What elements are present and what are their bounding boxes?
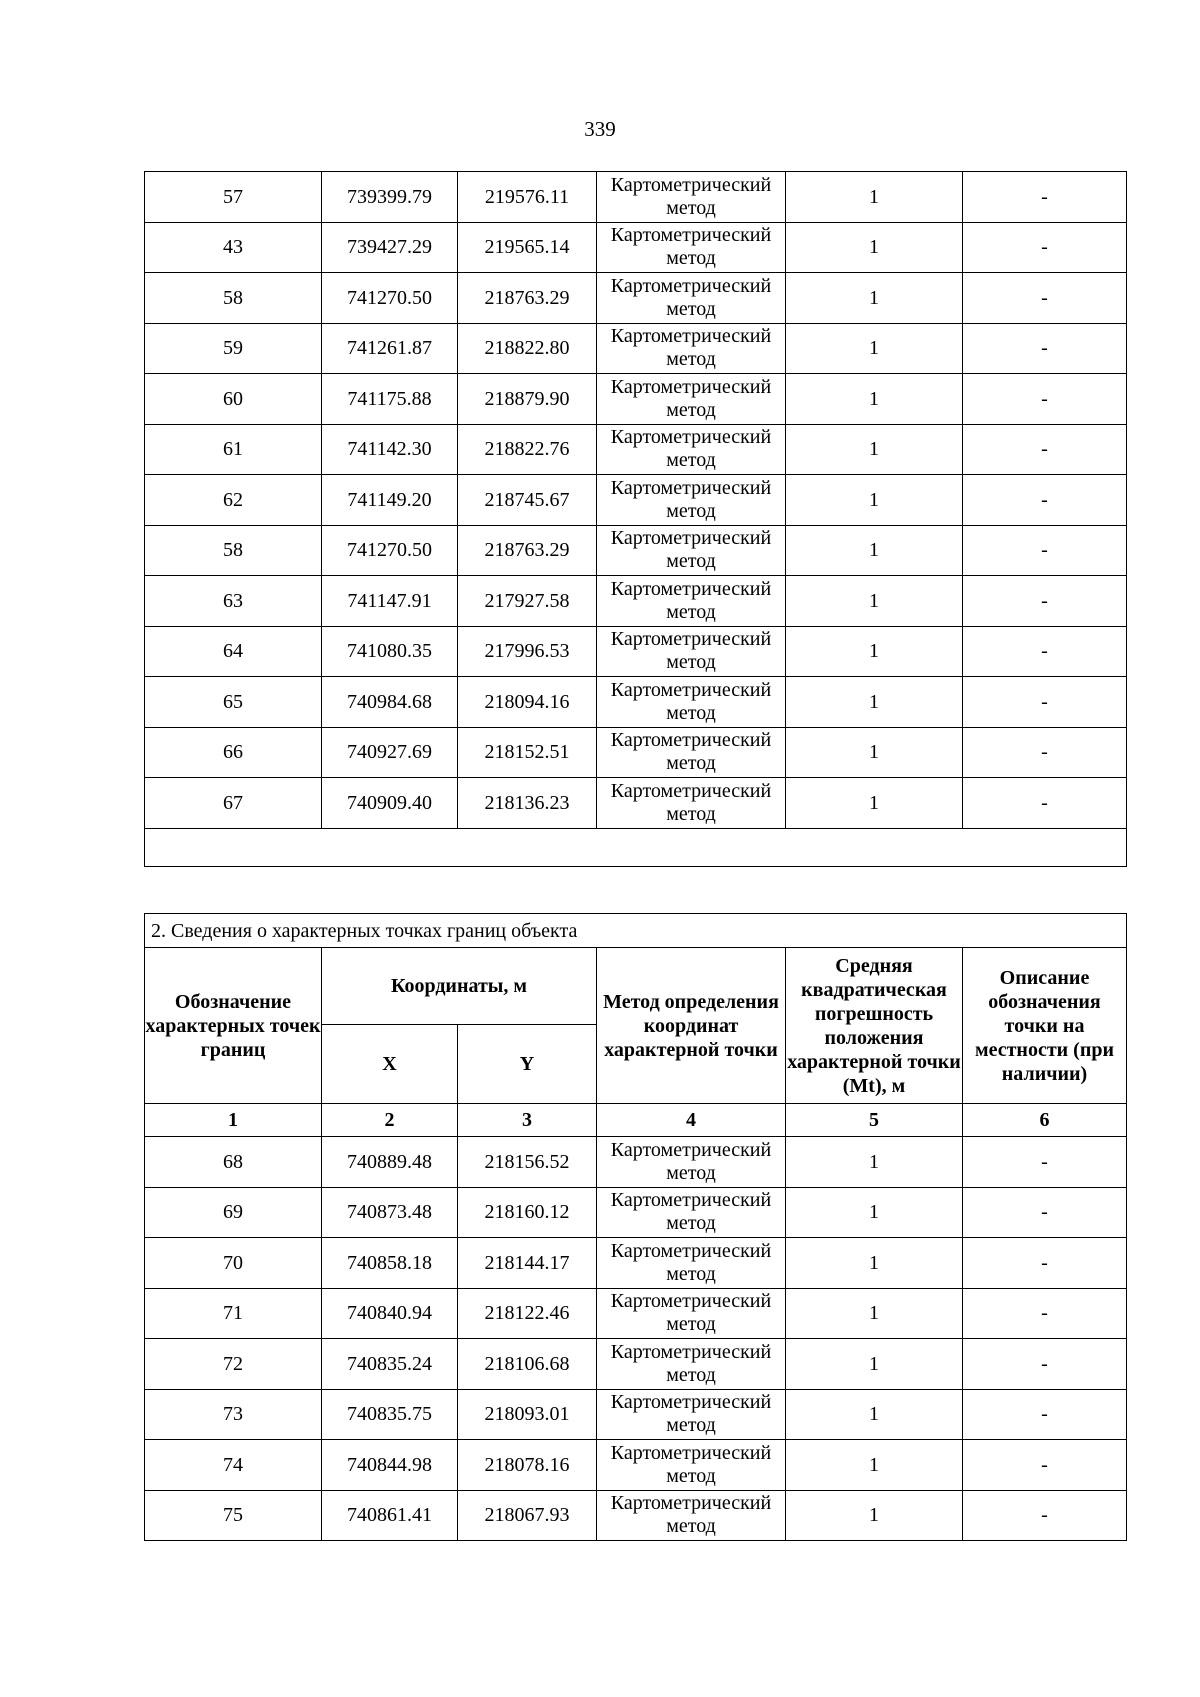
x-coordinate-cell: 739399.79 bbox=[322, 172, 458, 223]
x-coordinate-cell: 740844.98 bbox=[322, 1440, 458, 1491]
error-cell: 1 bbox=[786, 727, 963, 778]
table-row bbox=[145, 475, 1127, 526]
column-number: 1 bbox=[145, 1104, 322, 1137]
point-cell: 70 bbox=[145, 1238, 322, 1289]
point-cell: 71 bbox=[145, 1288, 322, 1339]
description-cell: - bbox=[963, 1440, 1127, 1491]
x-coordinate-cell: 740840.94 bbox=[322, 1288, 458, 1339]
page-number: 339 bbox=[584, 117, 616, 141]
error-cell: 1 bbox=[786, 222, 963, 273]
table-row bbox=[145, 1440, 1127, 1491]
column-number: 4 bbox=[597, 1104, 786, 1137]
x-coordinate-cell: 740889.48 bbox=[322, 1137, 458, 1188]
x-coordinate-cell: 741261.87 bbox=[322, 323, 458, 374]
description-cell: - bbox=[963, 1187, 1127, 1238]
table-row bbox=[145, 1187, 1127, 1238]
point-cell: 60 bbox=[145, 374, 322, 425]
point-cell: 69 bbox=[145, 1187, 322, 1238]
description-cell: - bbox=[963, 424, 1127, 475]
table-row bbox=[145, 273, 1127, 324]
x-coordinate-cell: 740835.24 bbox=[322, 1339, 458, 1390]
point-cell: 64 bbox=[145, 626, 322, 677]
header-x: X bbox=[322, 1025, 458, 1104]
table-row bbox=[145, 727, 1127, 778]
y-coordinate-cell: 219576.11 bbox=[458, 172, 597, 223]
table-row bbox=[145, 626, 1127, 677]
description-cell: - bbox=[963, 1339, 1127, 1390]
error-cell: 1 bbox=[786, 475, 963, 526]
point-cell: 61 bbox=[145, 424, 322, 475]
table-row bbox=[145, 222, 1127, 273]
error-cell: 1 bbox=[786, 1137, 963, 1188]
table-row bbox=[145, 1339, 1127, 1390]
table-row bbox=[145, 778, 1127, 829]
y-coordinate-cell: 218106.68 bbox=[458, 1339, 597, 1390]
description-cell: - bbox=[963, 1238, 1127, 1289]
method-cell: Картометрический метод bbox=[597, 222, 786, 273]
header-coordinates: Координаты, м bbox=[322, 948, 597, 1025]
description-cell: - bbox=[963, 222, 1127, 273]
method-cell: Картометрический метод bbox=[597, 727, 786, 778]
description-cell: - bbox=[963, 1389, 1127, 1440]
x-coordinate-cell: 740909.40 bbox=[322, 778, 458, 829]
y-coordinate-cell: 218763.29 bbox=[458, 273, 597, 324]
method-cell: Картометрический метод bbox=[597, 1187, 786, 1238]
x-coordinate-cell: 740873.48 bbox=[322, 1187, 458, 1238]
error-cell: 1 bbox=[786, 576, 963, 627]
x-coordinate-cell: 741175.88 bbox=[322, 374, 458, 425]
error-cell: 1 bbox=[786, 273, 963, 324]
point-cell: 75 bbox=[145, 1490, 322, 1541]
x-coordinate-cell: 740861.41 bbox=[322, 1490, 458, 1541]
point-cell: 74 bbox=[145, 1440, 322, 1491]
error-cell: 1 bbox=[786, 1389, 963, 1440]
description-cell: - bbox=[963, 778, 1127, 829]
column-numbers-row bbox=[145, 1104, 1127, 1137]
y-coordinate-cell: 218822.80 bbox=[458, 323, 597, 374]
y-coordinate-cell: 218156.52 bbox=[458, 1137, 597, 1188]
error-cell: 1 bbox=[786, 1339, 963, 1390]
method-cell: Картометрический метод bbox=[597, 626, 786, 677]
table-row bbox=[145, 1137, 1127, 1188]
description-cell: - bbox=[963, 677, 1127, 728]
method-cell: Картометрический метод bbox=[597, 1389, 786, 1440]
method-cell: Картометрический метод bbox=[597, 525, 786, 576]
y-coordinate-cell: 217996.53 bbox=[458, 626, 597, 677]
y-coordinate-cell: 218144.17 bbox=[458, 1238, 597, 1289]
error-cell: 1 bbox=[786, 778, 963, 829]
point-cell: 73 bbox=[145, 1389, 322, 1440]
y-coordinate-cell: 218745.67 bbox=[458, 475, 597, 526]
x-coordinate-cell: 740858.18 bbox=[322, 1238, 458, 1289]
table-row bbox=[145, 1389, 1127, 1440]
x-coordinate-cell: 741270.50 bbox=[322, 273, 458, 324]
column-number: 2 bbox=[322, 1104, 458, 1137]
error-cell: 1 bbox=[786, 1288, 963, 1339]
y-coordinate-cell: 218093.01 bbox=[458, 1389, 597, 1440]
column-number: 5 bbox=[786, 1104, 963, 1137]
error-cell: 1 bbox=[786, 1238, 963, 1289]
method-cell: Картометрический метод bbox=[597, 778, 786, 829]
table-row bbox=[145, 424, 1127, 475]
table-row bbox=[145, 576, 1127, 627]
error-cell: 1 bbox=[786, 1490, 963, 1541]
error-cell: 1 bbox=[786, 172, 963, 223]
point-cell: 63 bbox=[145, 576, 322, 627]
y-coordinate-cell: 218160.12 bbox=[458, 1187, 597, 1238]
point-cell: 57 bbox=[145, 172, 322, 223]
point-cell: 62 bbox=[145, 475, 322, 526]
coordinates-table-continued bbox=[144, 171, 1127, 867]
point-cell: 68 bbox=[145, 1137, 322, 1188]
table-caption: 2. Сведения о характерных точках границ объекта bbox=[145, 914, 1127, 948]
header-y: Y bbox=[458, 1025, 597, 1104]
table-row bbox=[145, 1490, 1127, 1541]
point-cell: 72 bbox=[145, 1339, 322, 1390]
error-cell: 1 bbox=[786, 374, 963, 425]
description-cell: - bbox=[963, 273, 1127, 324]
column-number: 3 bbox=[458, 1104, 597, 1137]
y-coordinate-cell: 218822.76 bbox=[458, 424, 597, 475]
y-coordinate-cell: 218152.51 bbox=[458, 727, 597, 778]
description-cell: - bbox=[963, 1137, 1127, 1188]
description-cell: - bbox=[963, 576, 1127, 627]
x-coordinate-cell: 740835.75 bbox=[322, 1389, 458, 1440]
y-coordinate-cell: 219565.14 bbox=[458, 222, 597, 273]
description-cell: - bbox=[963, 374, 1127, 425]
method-cell: Картометрический метод bbox=[597, 374, 786, 425]
point-cell: 65 bbox=[145, 677, 322, 728]
method-cell: Картометрический метод bbox=[597, 1440, 786, 1491]
method-cell: Картометрический метод bbox=[597, 1238, 786, 1289]
description-cell: - bbox=[963, 1288, 1127, 1339]
method-cell: Картометрический метод bbox=[597, 677, 786, 728]
error-cell: 1 bbox=[786, 525, 963, 576]
table-body bbox=[145, 172, 1127, 829]
error-cell: 1 bbox=[786, 1187, 963, 1238]
method-cell: Картометрический метод bbox=[597, 576, 786, 627]
empty-cell bbox=[145, 828, 1127, 866]
y-coordinate-cell: 218078.16 bbox=[458, 1440, 597, 1491]
y-coordinate-cell: 218094.16 bbox=[458, 677, 597, 728]
description-cell: - bbox=[963, 172, 1127, 223]
method-cell: Картометрический метод bbox=[597, 1137, 786, 1188]
y-coordinate-cell: 218136.23 bbox=[458, 778, 597, 829]
error-cell: 1 bbox=[786, 1440, 963, 1491]
x-coordinate-cell: 741147.91 bbox=[322, 576, 458, 627]
header-description: Описание обозначения точки на местности (при наличии) bbox=[963, 948, 1127, 1104]
method-cell: Картометрический метод bbox=[597, 172, 786, 223]
header-error: Средняя квадратическая погрешность положения характерной точки (Mt), м bbox=[786, 948, 963, 1104]
y-coordinate-cell: 217927.58 bbox=[458, 576, 597, 627]
description-cell: - bbox=[963, 1490, 1127, 1541]
table-row bbox=[145, 1288, 1127, 1339]
method-cell: Картометрический метод bbox=[597, 424, 786, 475]
table-row bbox=[145, 1238, 1127, 1289]
description-cell: - bbox=[963, 323, 1127, 374]
method-cell: Картометрический метод bbox=[597, 1339, 786, 1390]
x-coordinate-cell: 741142.30 bbox=[322, 424, 458, 475]
table-row bbox=[145, 525, 1127, 576]
boundary-points-table bbox=[144, 913, 1127, 1541]
empty-row bbox=[145, 828, 1127, 866]
description-cell: - bbox=[963, 475, 1127, 526]
point-cell: 59 bbox=[145, 323, 322, 374]
x-coordinate-cell: 739427.29 bbox=[322, 222, 458, 273]
column-number: 6 bbox=[963, 1104, 1127, 1137]
table-row bbox=[145, 172, 1127, 223]
point-cell: 58 bbox=[145, 273, 322, 324]
x-coordinate-cell: 741270.50 bbox=[322, 525, 458, 576]
y-coordinate-cell: 218067.93 bbox=[458, 1490, 597, 1541]
y-coordinate-cell: 218763.29 bbox=[458, 525, 597, 576]
table-row bbox=[145, 374, 1127, 425]
x-coordinate-cell: 741080.35 bbox=[322, 626, 458, 677]
method-cell: Картометрический метод bbox=[597, 273, 786, 324]
header-designation: Обозначение характерных точек границ bbox=[145, 948, 322, 1104]
error-cell: 1 bbox=[786, 626, 963, 677]
table-body bbox=[145, 1137, 1127, 1541]
description-cell: - bbox=[963, 626, 1127, 677]
error-cell: 1 bbox=[786, 677, 963, 728]
error-cell: 1 bbox=[786, 424, 963, 475]
y-coordinate-cell: 218122.46 bbox=[458, 1288, 597, 1339]
point-cell: 58 bbox=[145, 525, 322, 576]
point-cell: 67 bbox=[145, 778, 322, 829]
point-cell: 43 bbox=[145, 222, 322, 273]
x-coordinate-cell: 741149.20 bbox=[322, 475, 458, 526]
description-cell: - bbox=[963, 525, 1127, 576]
table-row bbox=[145, 677, 1127, 728]
x-coordinate-cell: 740927.69 bbox=[322, 727, 458, 778]
method-cell: Картометрический метод bbox=[597, 323, 786, 374]
point-cell: 66 bbox=[145, 727, 322, 778]
table-row bbox=[145, 323, 1127, 374]
x-coordinate-cell: 740984.68 bbox=[322, 677, 458, 728]
method-cell: Картометрический метод bbox=[597, 1490, 786, 1541]
y-coordinate-cell: 218879.90 bbox=[458, 374, 597, 425]
error-cell: 1 bbox=[786, 323, 963, 374]
method-cell: Картометрический метод bbox=[597, 475, 786, 526]
method-cell: Картометрический метод bbox=[597, 1288, 786, 1339]
header-method: Метод определения координат характерной точки bbox=[597, 948, 786, 1104]
description-cell: - bbox=[963, 727, 1127, 778]
